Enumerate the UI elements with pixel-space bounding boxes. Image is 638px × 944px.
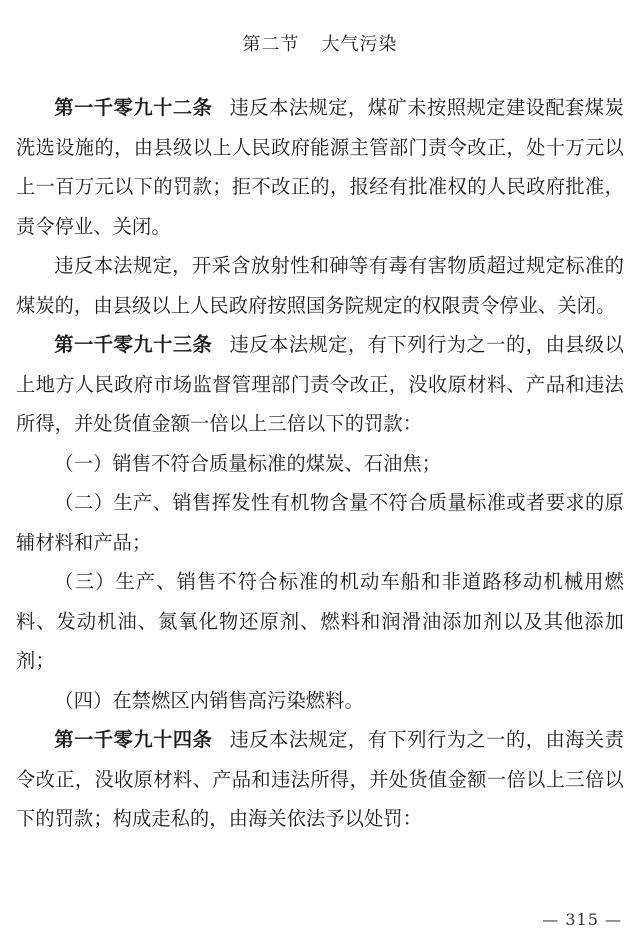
article-paragraph	[16, 325, 624, 444]
section-heading	[16, 30, 624, 60]
list-item	[16, 562, 624, 681]
article-heading: 第一千零九十三条	[54, 333, 213, 356]
article-heading: 第一千零九十四条	[54, 728, 213, 751]
article-paragraph	[16, 88, 624, 246]
paragraph-text: 违反本法规定，有下列行为之一的，由县级以上地方人民政府市场监督管理部门责令改正，没收原材料、产品和违法所得，并处货值金额一倍以上三倍以下的罚款：	[16, 333, 625, 435]
article-heading: 第一千零九十二条	[54, 96, 213, 119]
body-text	[16, 88, 624, 839]
list-item	[16, 444, 624, 484]
list-item	[16, 681, 624, 721]
paragraph-text: （一）销售不符合质量标准的煤炭、石油焦；	[54, 451, 442, 475]
paragraph-text: （二）生产、销售挥发性有机物含量不符合质量标准或者要求的原辅材料和产品；	[16, 491, 624, 554]
paragraph-text: 违反本法规定，有下列行为之一的，由海关责令改正，没收原材料、产品和违法所得，并处货值金额一倍以上三倍以下的罚款；构成走私的，由海关依法予以处罚：	[16, 728, 625, 830]
paragraph-text: （四）在禁燃区内销售高污染燃料。	[54, 688, 364, 712]
article-paragraph	[16, 246, 624, 325]
section-label: 第二节	[242, 34, 300, 55]
paragraph-text: 违反本法规定，煤矿未按照规定建设配套煤炭洗选设施的，由县级以上人民政府能源主管部门责令改正，处十万元以上一百万元以下的罚款；拒不改正的，报经有批准权的人民政府批准，责令停业、关闭。	[16, 96, 625, 238]
paragraph-text: 违反本法规定，开采含放射性和砷等有毒有害物质超过规定标准的煤炭的，由县级以上人民政府按照国务院规定的权限责令停业、关闭。	[16, 254, 624, 317]
article-paragraph	[16, 720, 624, 839]
page-number: — 315 —	[542, 910, 622, 929]
document-page	[16, 0, 624, 944]
list-item	[16, 483, 624, 562]
paragraph-text: （三）生产、销售不符合标准的机动车船和非道路移动机械用燃料、发动机油、氮氧化物还原剂、燃料和润滑油添加剂以及其他添加剂；	[16, 570, 624, 672]
section-title: 大气污染	[321, 34, 398, 55]
